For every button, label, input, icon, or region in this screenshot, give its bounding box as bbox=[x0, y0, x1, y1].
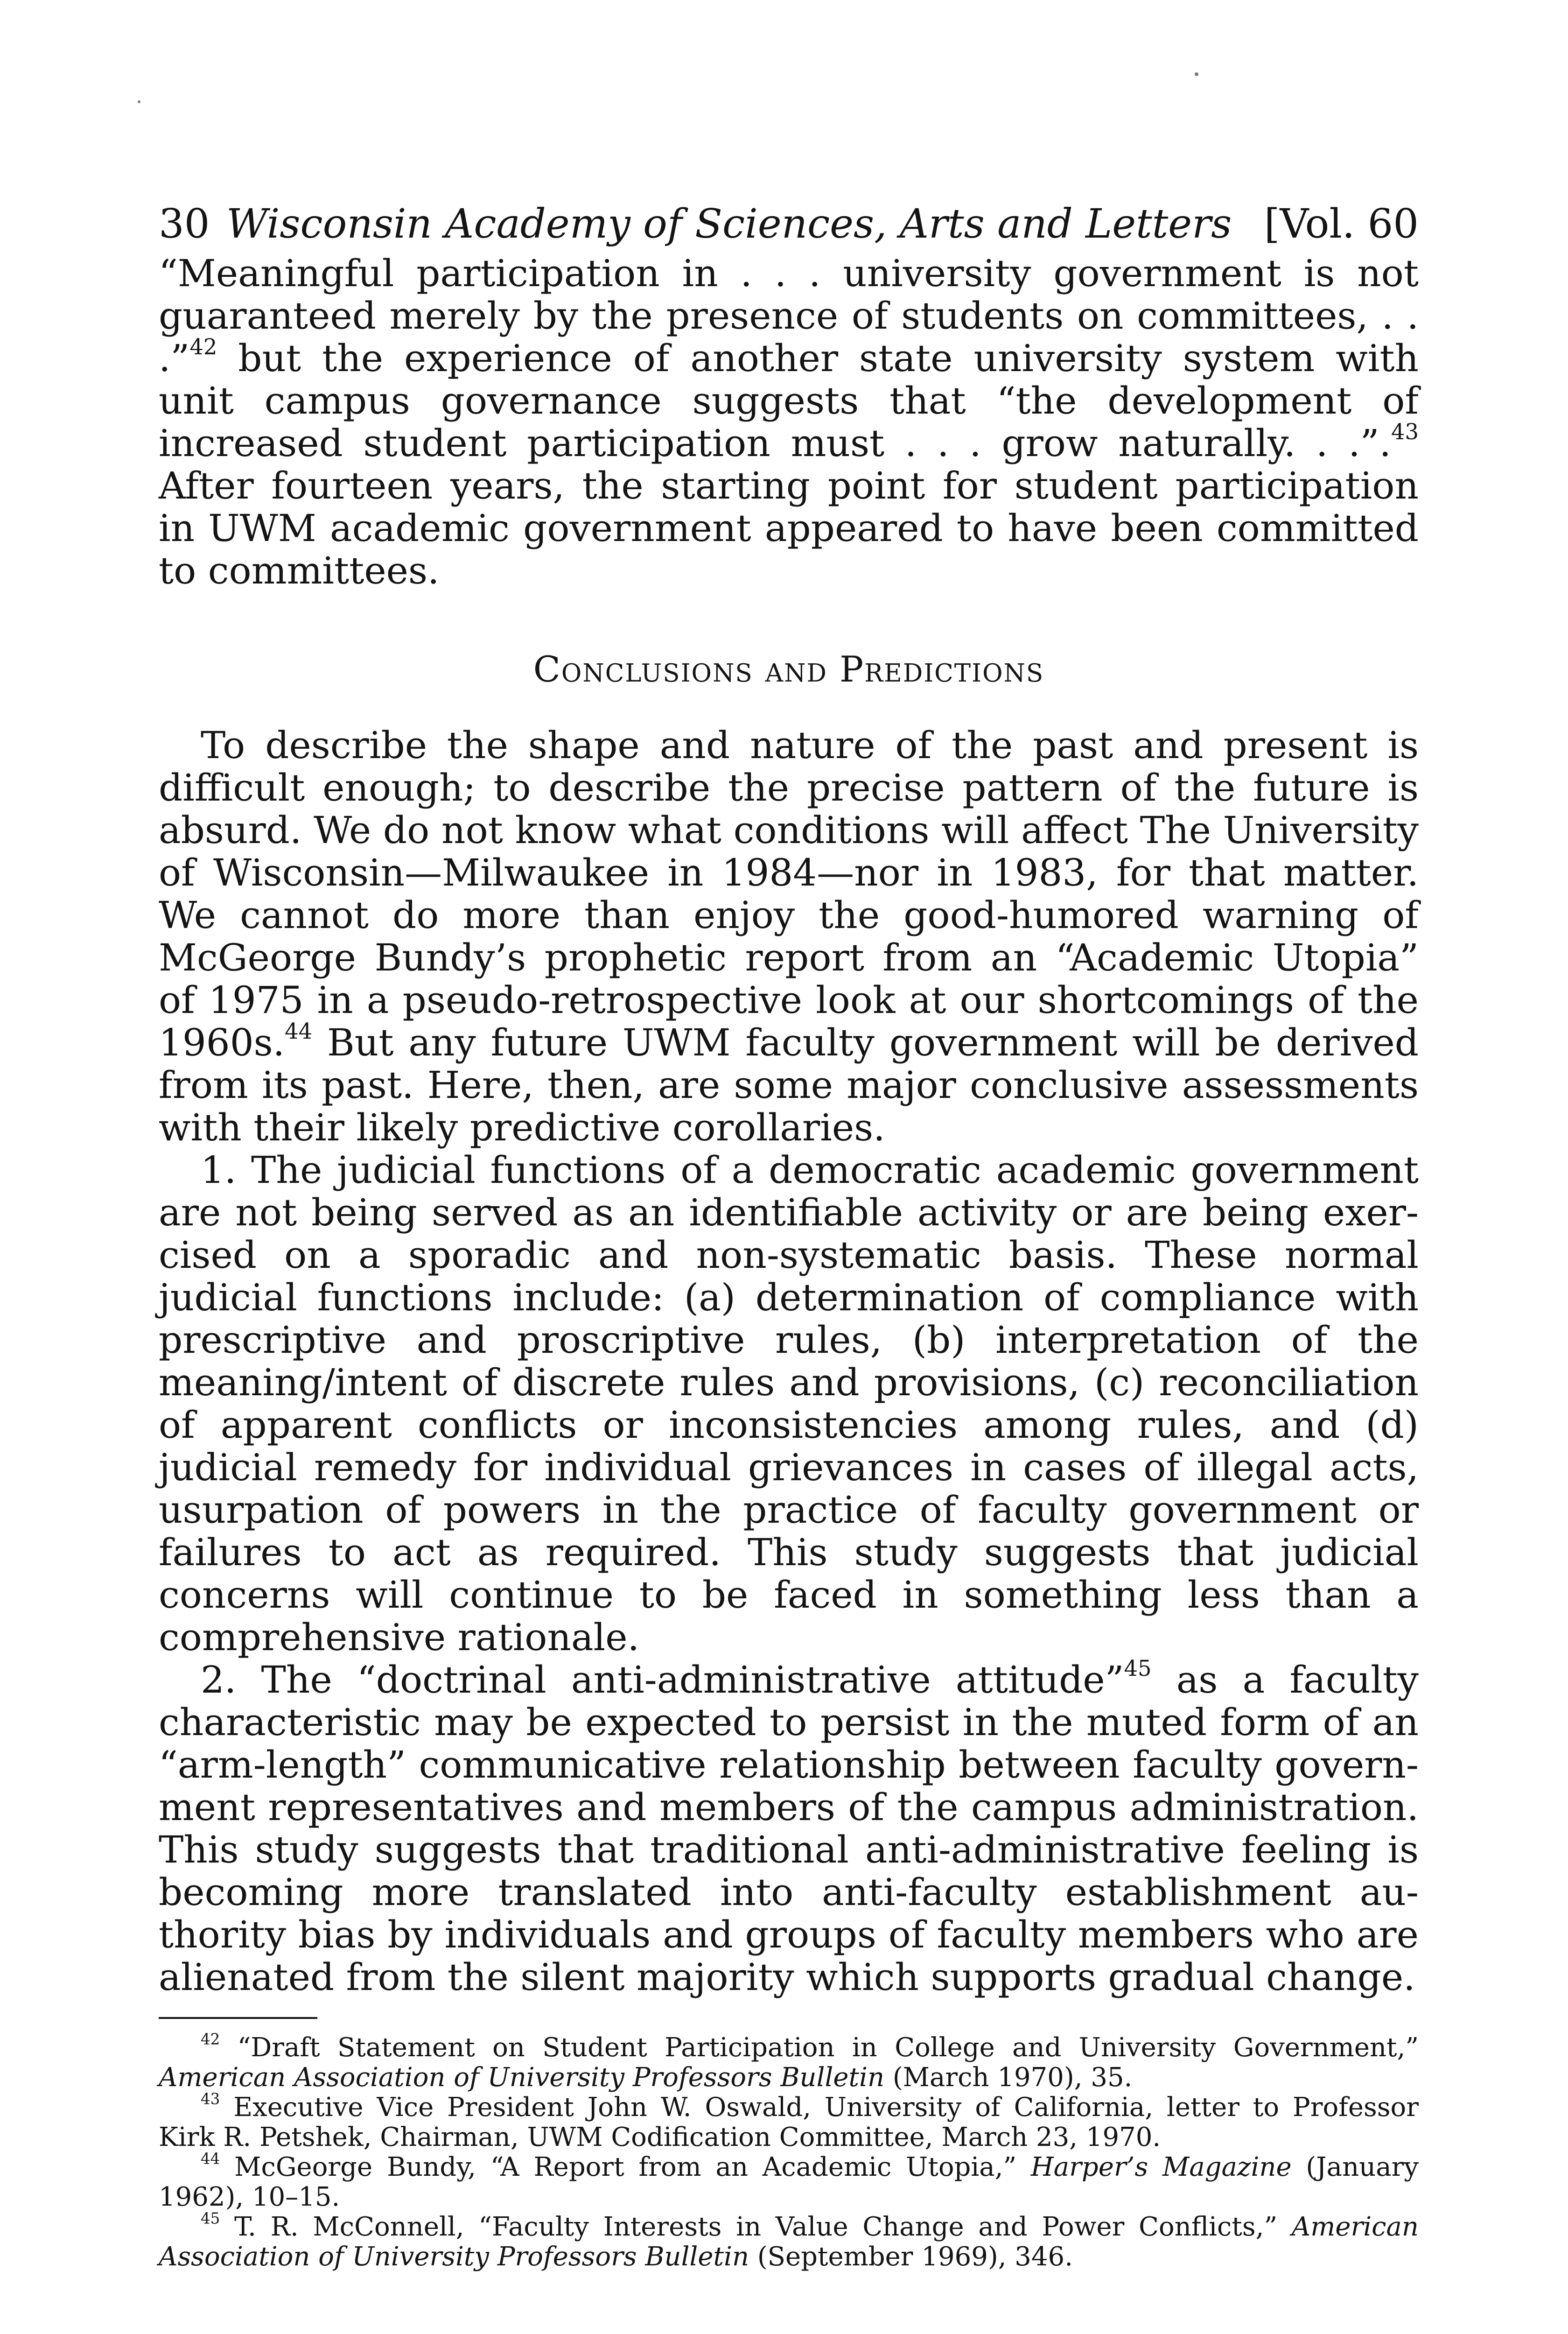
publication-title: American Association of University Professors Bulletin bbox=[159, 2212, 1419, 2272]
footnote-43 bbox=[159, 2090, 1419, 2152]
footnote-divider bbox=[159, 2017, 317, 2019]
footnote-42 bbox=[159, 2030, 1419, 2093]
paragraph-text: To describe the shape and nature of the past and present is difficult enough; to describe the precise pattern of the future is absurd. We do not know what conditions will affect The University of Wisconsin—Milwaukee in 1984—nor in 1983, for that matter. We cannot do more than enjoy the good-humored warning of McGeorge Bundy’s prophetic report from an “Academic Utopia” of 1975 in a pseudo-retrospective look at our shortcomings of the 1960s. bbox=[159, 724, 1419, 1064]
running-header bbox=[159, 196, 1419, 252]
footnote-text: McGeorge Bundy, “A Report from an Academic Utopia,” bbox=[220, 2152, 1031, 2182]
footnote-number: 45 bbox=[201, 2209, 220, 2228]
volume-label: [Vol. 60 bbox=[1264, 201, 1419, 247]
journal-title: Wisconsin Academy of Sciences, Arts and Letters bbox=[226, 201, 1232, 247]
footnote-number: 43 bbox=[201, 2090, 220, 2108]
page-number: 30 bbox=[159, 201, 210, 247]
paragraph-text: After fourteen years, the starting point for student participation in UWM academic government appeared to have been committed to committees. bbox=[159, 464, 1419, 592]
footnote-text: (January 1962), 10–15. bbox=[159, 2152, 1419, 2212]
main-text bbox=[159, 252, 1419, 2272]
footnote-ref-42[interactable]: 42 bbox=[189, 334, 217, 359]
paragraph-text: but the experience of another state university system with unit campus governance suggests that “the development of increased student participation must . . . grow naturally. . .”. bbox=[159, 337, 1419, 465]
footnote-ref-43[interactable]: 43 bbox=[1391, 419, 1419, 444]
footnote-ref-45[interactable]: 45 bbox=[1124, 1655, 1152, 1681]
section-heading: Conclusions and Predictions bbox=[533, 648, 1044, 690]
paragraph-text: as a faculty characteristic may be expected to persist in the muted form of an “arm-length” communicative relationship between faculty government representatives and members of the campus administration. This study suggests that traditional anti-administrative feeling is becoming more translated into anti-faculty establishment authority bias by individuals and groups of faculty members who are alienated from the silent majority which supports gradual change. bbox=[159, 1658, 1419, 1999]
footnote-number: 44 bbox=[201, 2150, 220, 2168]
footnote-text: T. R. McConnell, “Faculty Interests in Value Change and Power Conflicts,” bbox=[220, 2212, 1292, 2242]
footnote-text: (September 1969), 346. bbox=[749, 2242, 1073, 2272]
paragraph-text: 2. The “doctrinal anti-administrative attitude” bbox=[201, 1658, 1124, 1701]
publication-title: American Association of University Professors Bulletin bbox=[159, 2062, 885, 2093]
scan-speck bbox=[138, 100, 140, 103]
footnote-45 bbox=[159, 2209, 1419, 2272]
footnote-number: 42 bbox=[201, 2030, 220, 2048]
scan-speck bbox=[1195, 72, 1198, 76]
footnotes bbox=[159, 2030, 1419, 2272]
paragraph-text: “Meaningful participation in . . . university government is not guaranteed merely by the presence of students on committees, . . .” bbox=[159, 252, 1419, 380]
paragraph-point-1: 1. The judicial functions of a democratic academic government are not being served as an identifiable activity or are being exercised on a sporadic and non-systematic basis. These normal judicial functions include: (a) determination of compliance with prescriptive and proscriptive rules, (b) interpretation of the meaning/intent of discrete rules and provisions, (c) reconciliation of apparent conflicts or inconsistencies among rules, and (d) judicial remedy for individual grievances in cases of illegal acts, usurpation of powers in the practice of faculty government or failures to act as required. This study suggests that judicial concerns will continue to be faced in something less than a comprehensive rationale. bbox=[159, 1148, 1419, 1659]
footnote-text: Executive Vice President John W. Oswald, University of California, letter to Professor Kirk R. Petshek, Chairman, UWM Codification Committee, March 23, 1970. bbox=[159, 2092, 1419, 2152]
footnote-text: (March 1970), 35. bbox=[884, 2062, 1133, 2093]
footnote-ref-44[interactable]: 44 bbox=[285, 1018, 313, 1044]
paragraph-continuation bbox=[159, 252, 1419, 592]
footnote-text: “Draft Statement on Student Participation in College and University Government,” bbox=[220, 2032, 1419, 2063]
paragraph-point-2 bbox=[159, 1655, 1419, 1999]
footnote-44 bbox=[159, 2152, 1419, 2212]
paragraph-intro bbox=[159, 724, 1419, 1149]
publication-title: Harper’s Magazine bbox=[1030, 2152, 1292, 2182]
paragraph-text: But any future UWM faculty government will be derived from its past. Here, then, are some major conclusive assessments with their likely predictive corollaries. bbox=[159, 1021, 1419, 1149]
